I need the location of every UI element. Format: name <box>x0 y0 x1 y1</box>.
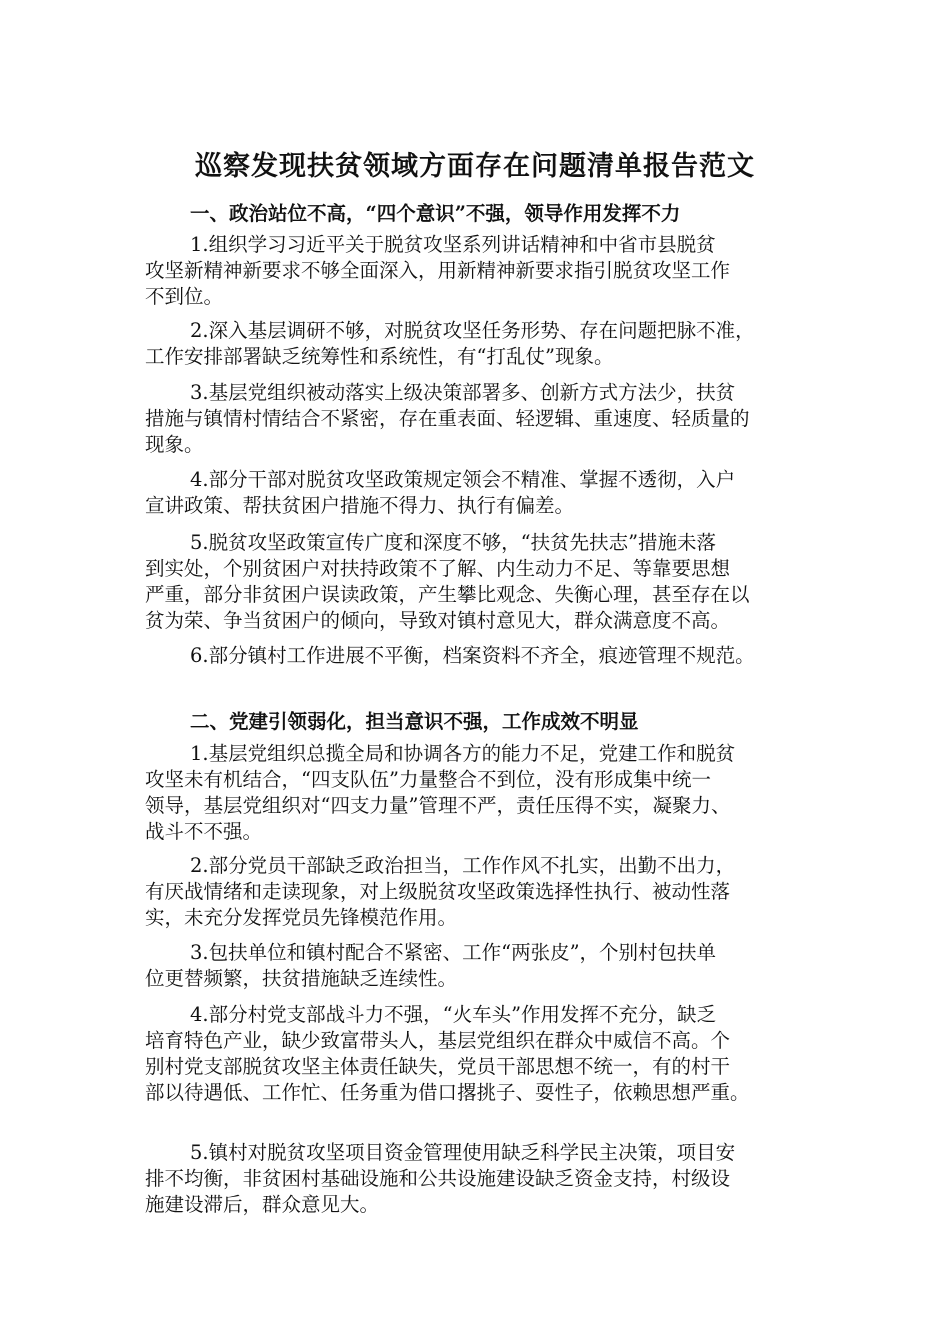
paragraph-line: 2.深入基层调研不够，对脱贫攻坚任务形势、存在问题把脉不准， <box>190 319 755 342</box>
section-1-item-4 <box>145 467 817 519</box>
paragraph-line: 工作安排部署缺乏统筹性和系统性，有“打乱仗”现象。 <box>145 345 614 368</box>
paragraph-line: 贫为荣、争当贫困户的倾向，导致对镇村意见大，群众满意度不高。 <box>145 609 731 632</box>
section-2-item-4 <box>145 1002 817 1106</box>
paragraph-line: 战斗不不强。 <box>145 820 263 843</box>
paragraph-line: 部以待遇低、工作忙、任务重为借口撂挑子、耍性子，依赖思想严重。 <box>145 1081 750 1104</box>
paragraph-line: 培育特色产业，缺少致富带头人，基层党组织在群众中威信不高。个 <box>145 1029 731 1052</box>
paragraph-line: 4.部分村党支部战斗力不强，“火车头”作用发挥不充分，缺乏 <box>190 1003 717 1026</box>
paragraph-line: 严重，部分非贫困户误读政策，产生攀比观念、失衡心理，甚至存在以 <box>145 583 750 606</box>
paragraph-line: 3.包扶单位和镇村配合不紧密、工作“两张皮”，个别村包扶单 <box>190 941 717 964</box>
paragraph-line: 3.基层党组织被动落实上级决策部署多、创新方式方法少，扶贫 <box>190 381 736 404</box>
paragraph-line: 有厌战情绪和走读现象，对上级脱贫攻坚政策选择性执行、被动性落 <box>145 880 731 903</box>
paragraph-line: 6.部分镇村工作进展不平衡，档案资料不齐全，痕迹管理不规范。 <box>190 644 755 667</box>
section-2-item-3 <box>145 940 817 992</box>
paragraph-line: 别村党支部脱贫攻坚主体责任缺失，党员干部思想不统一，有的村干 <box>145 1055 731 1078</box>
section-1-item-1 <box>145 232 817 310</box>
section-2-item-2 <box>145 853 817 931</box>
section-heading-1: 一、政治站位不高，“四个意识”不强，领导作用发挥不力 <box>190 202 681 225</box>
paragraph-line: 实，未充分发挥党员先锋模范作用。 <box>145 906 458 929</box>
paragraph-line: 5.脱贫攻坚政策宣传广度和深度不够，“扶贫先扶志”措施未落 <box>190 531 717 554</box>
paragraph-line: 宣讲政策、帮扶贫困户措施不得力、执行有偏差。 <box>145 494 575 517</box>
section-1-item-3 <box>145 380 817 458</box>
section-heading-2: 二、党建引领弱化，担当意识不强，工作成效不明显 <box>190 710 639 733</box>
paragraph-line: 现象。 <box>145 433 204 456</box>
paragraph-line: 施建设滞后，群众意见大。 <box>145 1193 380 1216</box>
paragraph-line: 4.部分干部对脱贫攻坚政策规定领会不精准、掌握不透彻，入户 <box>190 468 736 491</box>
paragraph-line: 1.组织学习习近平关于脱贫攻坚系列讲话精神和中省市县脱贫 <box>190 233 716 256</box>
section-1-item-6 <box>145 643 817 669</box>
paragraph-line: 1.基层党组织总揽全局和协调各方的能力不足，党建工作和脱贫 <box>190 742 736 765</box>
paragraph-line: 排不均衡，非贫困村基础设施和公共设施建设缺乏资金支持，村级设 <box>145 1167 731 1190</box>
section-2-item-5 <box>145 1140 817 1218</box>
paragraph-line: 领导，基层党组织对“四支力量”管理不严，责任压得不实，凝聚力、 <box>145 794 731 817</box>
paragraph-line: 措施与镇情村情结合不紧密，存在重表面、轻逻辑、重速度、轻质量的 <box>145 407 750 430</box>
paragraph-line: 不到位。 <box>145 285 224 308</box>
paragraph-line: 攻坚新精神新要求不够全面深入，用新精神新要求指引脱贫攻坚工作 <box>145 259 731 282</box>
paragraph-line: 攻坚未有机结合，“四支队伍”力量整合不到位，没有形成集中统一 <box>145 768 711 791</box>
paragraph-line: 位更替频繁，扶贫措施缺乏连续性。 <box>145 967 458 990</box>
paragraph-line: 2.部分党员干部缺乏政治担当，工作作风不扎实，出勤不出力， <box>190 854 736 877</box>
paragraph-line: 到实处，个别贫困户对扶持政策不了解、内生动力不足、等靠要思想 <box>145 557 731 580</box>
document-title: 巡察发现扶贫领域方面存在问题清单报告范文 <box>195 151 755 182</box>
paragraph-line: 5.镇村对脱贫攻坚项目资金管理使用缺乏科学民主决策，项目安 <box>190 1141 736 1164</box>
section-1-item-5 <box>145 530 817 634</box>
section-1-item-2 <box>145 318 817 370</box>
section-2-item-1 <box>145 741 817 845</box>
